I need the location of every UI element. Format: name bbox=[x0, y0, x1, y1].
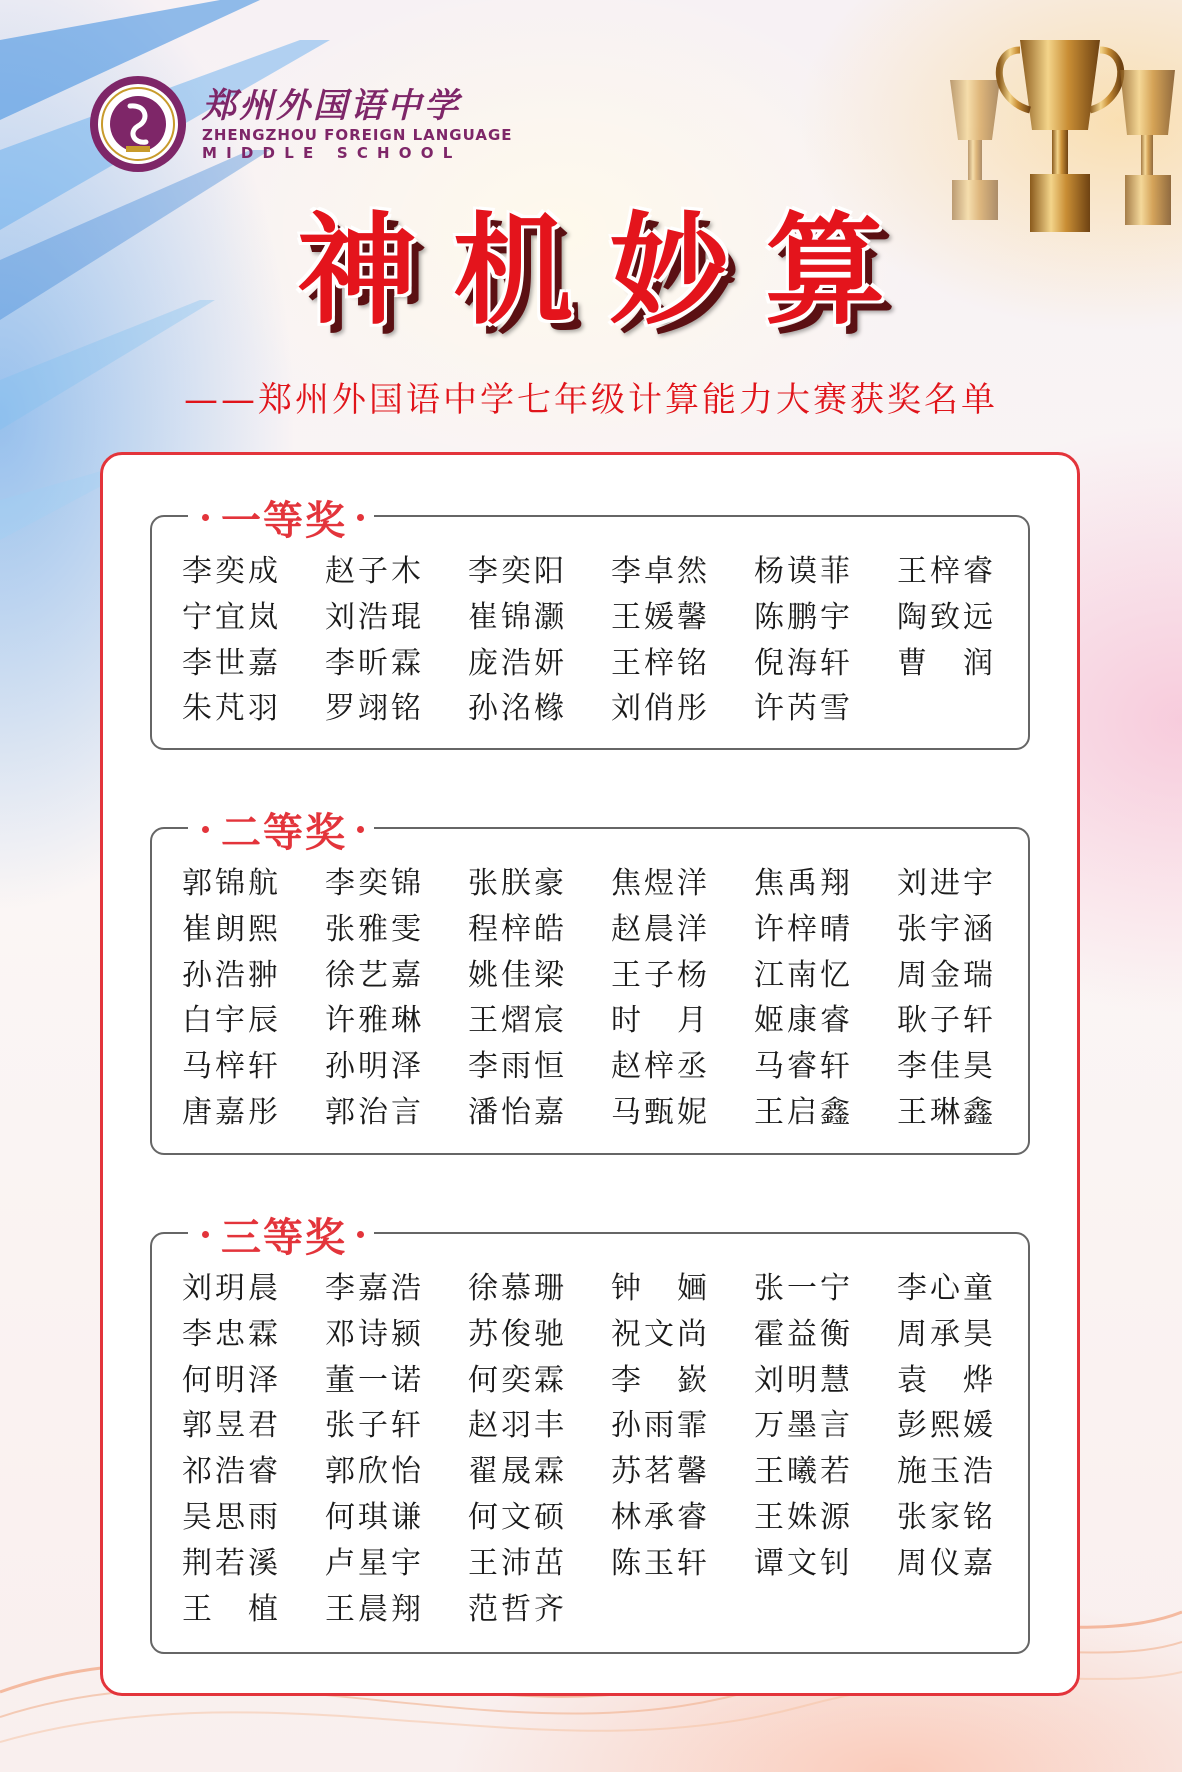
award-winner-name: 王梓睿 bbox=[897, 554, 996, 589]
award-winner-name: 林承睿 bbox=[611, 1499, 710, 1535]
award-winner-name: 董一诺 bbox=[325, 1362, 424, 1398]
award-winner-name: 王琳鑫 bbox=[897, 1094, 996, 1130]
award-winner-name: 苏茗馨 bbox=[611, 1454, 710, 1490]
award-winner-name: 何文硕 bbox=[468, 1499, 567, 1535]
award-winner-name: 白宇辰 bbox=[182, 1003, 281, 1039]
school-name-english-line1: ZHENGZHOU FOREIGN LANGUAGE bbox=[202, 126, 513, 144]
award-winner-name: 赵梓丞 bbox=[611, 1049, 710, 1085]
award-winner-name: 荆若溪 bbox=[182, 1545, 281, 1581]
award-winner-name: 陈玉轩 bbox=[611, 1545, 710, 1581]
bullet-dot-icon bbox=[357, 1231, 364, 1238]
award-winner-name: 刘俏彤 bbox=[611, 691, 710, 727]
award-winner-name: 徐艺嘉 bbox=[325, 957, 424, 993]
award-winner-name: 施玉浩 bbox=[897, 1454, 996, 1490]
award-winner-name: 耿子轩 bbox=[897, 1003, 996, 1039]
award-winner-name: 崔朗熙 bbox=[182, 911, 281, 947]
award-winner-name: 孙明泽 bbox=[325, 1049, 424, 1085]
award-winner-name: 王媛馨 bbox=[611, 599, 710, 635]
award-winner-name: 王沛茁 bbox=[468, 1545, 567, 1581]
award-winner-name: 刘明慧 bbox=[754, 1362, 853, 1398]
award-winner-name: 周承昊 bbox=[897, 1316, 996, 1352]
award-winner-name: 刘进宇 bbox=[897, 866, 996, 901]
award-winner-name: 霍益衡 bbox=[754, 1316, 853, 1352]
award-winner-name: 马睿轩 bbox=[754, 1049, 853, 1085]
award-winner-name: 何琪谦 bbox=[325, 1499, 424, 1535]
award-winner-name: 许雅琳 bbox=[325, 1003, 424, 1039]
award-winner-name: 李嘉浩 bbox=[325, 1271, 424, 1306]
second-prize-names bbox=[182, 861, 1042, 1136]
award-winner-name: 潘怡嘉 bbox=[468, 1094, 567, 1130]
bullet-dot-icon bbox=[202, 514, 209, 521]
award-winner-name: 谭文钊 bbox=[754, 1545, 853, 1581]
award-winner-name: 姬康睿 bbox=[754, 1003, 853, 1039]
bullet-dot-icon bbox=[202, 1231, 209, 1238]
award-winner-name: 刘玥晨 bbox=[182, 1271, 281, 1306]
award-winner-name: 李奕阳 bbox=[468, 554, 567, 589]
award-winner-name: 郭昱君 bbox=[182, 1408, 281, 1444]
award-winner-name: 孙浩翀 bbox=[182, 957, 281, 993]
award-winner-name: 程梓皓 bbox=[468, 911, 567, 947]
third-prize-names bbox=[182, 1266, 1042, 1632]
award-winner-name: 张家铭 bbox=[897, 1499, 996, 1535]
third-prize-heading bbox=[188, 1206, 374, 1262]
school-name-english-line2: MIDDLE SCHOOL bbox=[202, 144, 462, 162]
award-winner-name: 李卓然 bbox=[611, 554, 710, 589]
first-prize-box bbox=[150, 497, 1030, 750]
award-winner-name: 李佳昊 bbox=[897, 1049, 996, 1085]
first-prize-heading bbox=[188, 489, 374, 545]
award-winner-name: 何明泽 bbox=[182, 1362, 281, 1398]
award-winner-name: 李忠霖 bbox=[182, 1316, 281, 1352]
award-winner-name: 吴思雨 bbox=[182, 1499, 281, 1535]
award-winner-name: 袁 烨 bbox=[897, 1362, 996, 1398]
award-winner-name: 李世嘉 bbox=[182, 645, 281, 681]
award-winner-name: 陈鹏宇 bbox=[754, 599, 853, 635]
main-title: 神机妙算 bbox=[297, 200, 921, 341]
award-winner-name: 王姝源 bbox=[754, 1499, 853, 1535]
award-winner-name: 赵羽丰 bbox=[468, 1408, 567, 1444]
award-winner-name: 时 月 bbox=[611, 1003, 710, 1039]
school-name-chinese: 郑州外国语中学 bbox=[202, 86, 461, 126]
award-winner-name: 郭欣怡 bbox=[325, 1454, 424, 1490]
award-winner-name: 刘浩琨 bbox=[325, 599, 424, 635]
award-winner-name: 邓诗颍 bbox=[325, 1316, 424, 1352]
award-winner-name: 赵子木 bbox=[325, 554, 424, 589]
award-winner-name: 王梓铭 bbox=[611, 645, 710, 681]
subtitle: ——郑州外国语中学七年级计算能力大赛获奖名单 bbox=[184, 380, 998, 420]
award-winner-name: 许梓晴 bbox=[754, 911, 853, 947]
award-winner-name: 王熠宸 bbox=[468, 1003, 567, 1039]
award-winner-name: 孙洺橼 bbox=[468, 691, 567, 727]
second-prize-box bbox=[150, 809, 1030, 1155]
award-winner-name: 李雨恒 bbox=[468, 1049, 567, 1085]
third-prize-box bbox=[150, 1214, 1030, 1654]
award-winner-name: 王启鑫 bbox=[754, 1094, 853, 1130]
award-winner-name: 王 植 bbox=[182, 1591, 281, 1627]
award-winner-name: 焦禹翔 bbox=[754, 866, 853, 901]
award-winner-name: 万墨言 bbox=[754, 1408, 853, 1444]
school-logo bbox=[88, 74, 513, 174]
award-winner-name: 倪海轩 bbox=[754, 645, 853, 681]
award-winner-name: 李昕霖 bbox=[325, 645, 424, 681]
award-winner-name: 庞浩妍 bbox=[468, 645, 567, 681]
award-winner-name: 翟晟霖 bbox=[468, 1454, 567, 1490]
award-winner-name: 罗翊铭 bbox=[325, 691, 424, 727]
first-prize-names bbox=[182, 549, 1042, 732]
award-winner-name: 马梓轩 bbox=[182, 1049, 281, 1085]
award-winner-name: 宁宜岚 bbox=[182, 599, 281, 635]
award-winner-name: 姚佳梁 bbox=[468, 957, 567, 993]
award-winner-name: 苏俊驰 bbox=[468, 1316, 567, 1352]
bullet-dot-icon bbox=[202, 826, 209, 833]
award-winner-name: 朱芃羽 bbox=[182, 691, 281, 727]
award-winner-name: 崔锦灏 bbox=[468, 599, 567, 635]
award-winner-name: 李奕锦 bbox=[325, 866, 424, 901]
first-prize-title: 一等奖 bbox=[221, 497, 347, 544]
award-winner-name: 王子杨 bbox=[611, 957, 710, 993]
award-winner-name: 祁浩睿 bbox=[182, 1454, 281, 1490]
award-winner-name: 张雅雯 bbox=[325, 911, 424, 947]
award-winner-name: 祝文尚 bbox=[611, 1316, 710, 1352]
award-winner-name: 钟 婳 bbox=[611, 1271, 710, 1306]
award-winner-name: 曹 润 bbox=[897, 645, 996, 681]
award-winner-name: 孙雨霏 bbox=[611, 1408, 710, 1444]
award-winner-name: 周仪嘉 bbox=[897, 1545, 996, 1581]
award-winner-name: 张朕豪 bbox=[468, 866, 567, 901]
school-seal-icon bbox=[88, 74, 188, 174]
award-winner-name: 李心童 bbox=[897, 1271, 996, 1306]
third-prize-title: 三等奖 bbox=[221, 1214, 347, 1261]
award-winner-name: 张子轩 bbox=[325, 1408, 424, 1444]
award-winner-name: 许芮雪 bbox=[754, 691, 853, 727]
second-prize-title: 二等奖 bbox=[221, 809, 347, 856]
award-winner-name: 何奕霖 bbox=[468, 1362, 567, 1398]
bullet-dot-icon bbox=[357, 514, 364, 521]
award-winner-name: 唐嘉彤 bbox=[182, 1094, 281, 1130]
award-winner-name: 卢星宇 bbox=[325, 1545, 424, 1581]
award-winner-name: 赵晨洋 bbox=[611, 911, 710, 947]
award-winner-name: 王曦若 bbox=[754, 1454, 853, 1490]
award-winner-name: 杨谟菲 bbox=[754, 554, 853, 589]
award-winner-name: 周金瑞 bbox=[897, 957, 996, 993]
award-winner-name: 马甄妮 bbox=[611, 1094, 710, 1130]
award-winner-name: 李奕成 bbox=[182, 554, 281, 589]
award-winner-name: 陶致远 bbox=[897, 599, 996, 635]
award-winner-name: 李 嶔 bbox=[611, 1362, 710, 1398]
award-winner-name: 江南忆 bbox=[754, 957, 853, 993]
award-winner-name: 张一宁 bbox=[754, 1271, 853, 1306]
second-prize-heading bbox=[188, 801, 374, 857]
bullet-dot-icon bbox=[357, 826, 364, 833]
award-winner-name: 张宇涵 bbox=[897, 911, 996, 947]
award-winner-name: 郭治言 bbox=[325, 1094, 424, 1130]
award-winner-name: 彭熙媛 bbox=[897, 1408, 996, 1444]
award-winner-name: 王晨翔 bbox=[325, 1591, 424, 1627]
award-winner-name: 焦煜洋 bbox=[611, 866, 710, 901]
award-winner-name: 徐慕珊 bbox=[468, 1271, 567, 1306]
award-winner-name: 范哲齐 bbox=[468, 1591, 567, 1627]
award-winner-name: 郭锦航 bbox=[182, 866, 281, 901]
